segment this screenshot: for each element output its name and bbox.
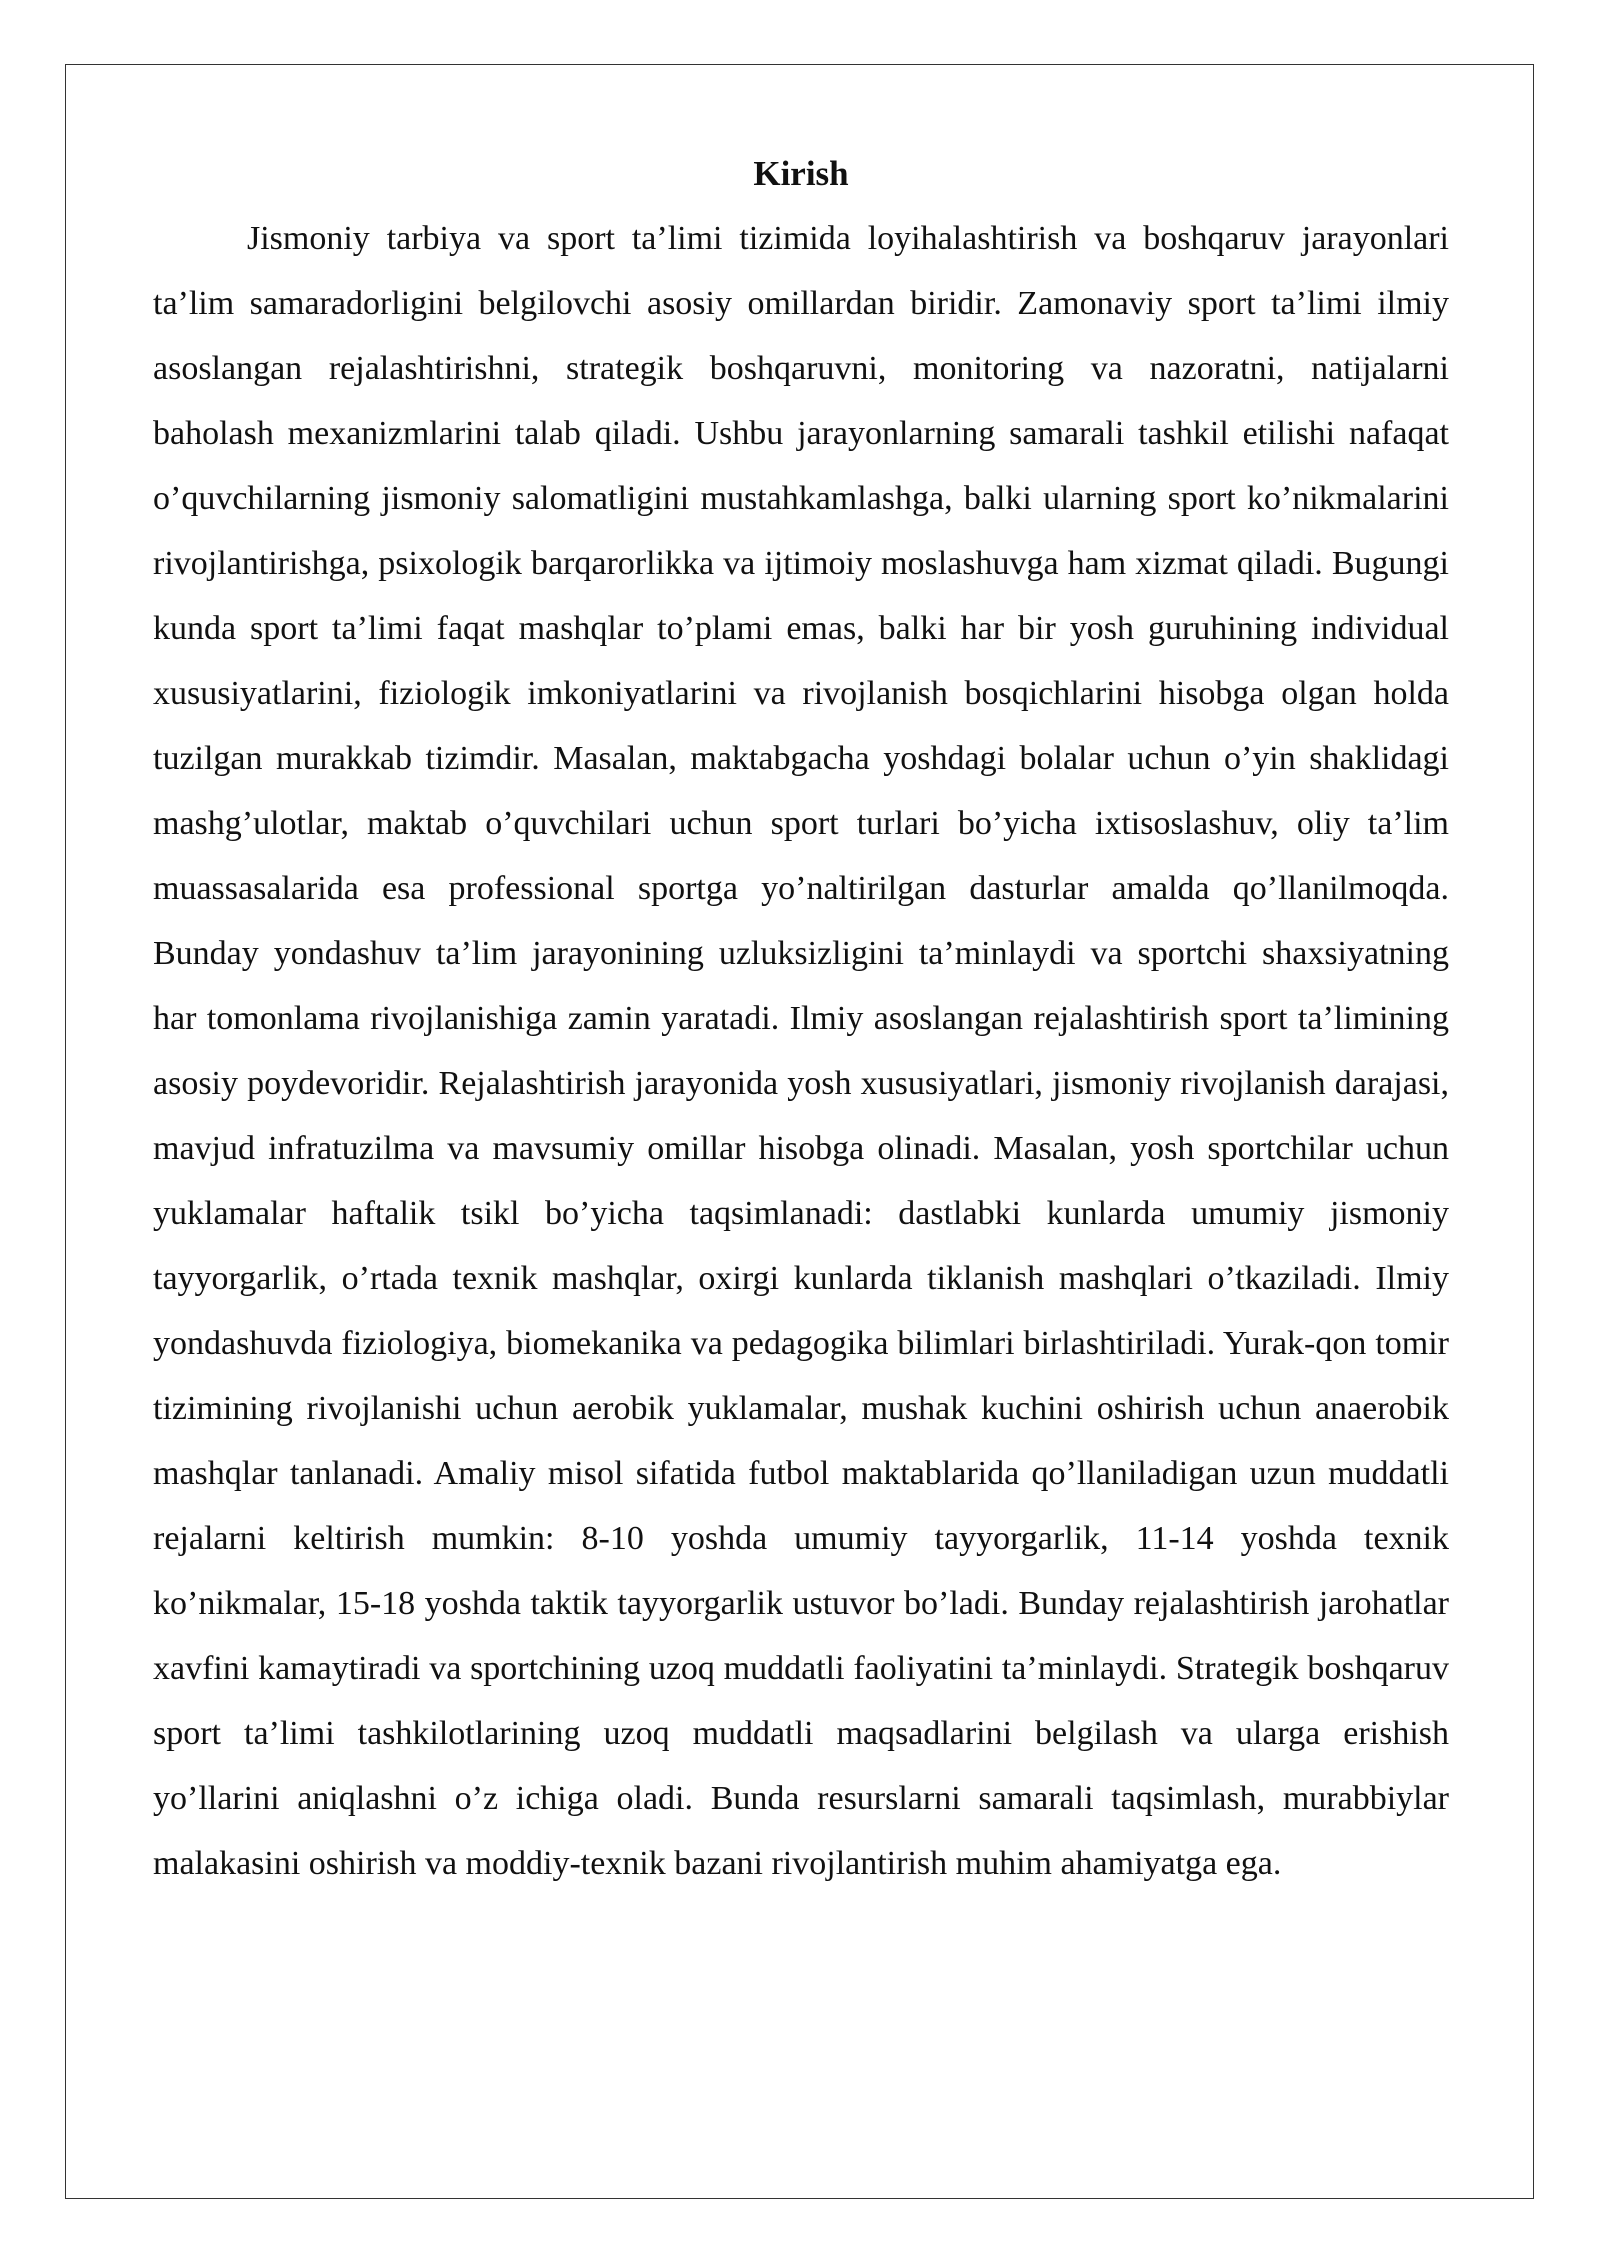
document-body: [153, 148, 1449, 1896]
body-paragraph: Jismoniy tarbiya va sport ta’limi tizimida loyihalashtirish va boshqaruv jarayonlari ta’lim samaradorligini belgilovchi asosiy omillardan biridir. Zamonaviy sport ta’limi ilmiy asoslangan rejalashtirishni, strategik boshqaruvni, monitoring va nazoratni, natijalarni baholash mexanizmlarini talab qiladi. Ushbu jarayonlarning samarali tashkil etilishi nafaqat o’quvchilarning jismoniy salomatligini mustahkamlashga, balki ularning sport ko’nikmalarini rivojlantirishga, psixologik barqarorlikka va ijtimoiy moslashuvga ham xizmat qiladi. Bugungi kunda sport ta’limi faqat mashqlar to’plami emas, balki har bir yosh guruhining individual xususiyatlarini, fiziologik imkoniyatlarini va rivojlanish bosqichlarini hisobga olgan holda tuzilgan murakkab tizimdir. Masalan, maktabgacha yoshdagi bolalar uchun o’yin shaklidagi mashg’ulotlar, maktab o’quvchilari uchun sport turlari bo’yicha ixtisoslashuv, oliy ta’lim muassasalarida esa professional sportga yo’naltirilgan dasturlar amalda qo’llanilmoqda. Bunday yondashuv ta’lim jarayonining uzluksizligini ta’minlaydi va sportchi shaxsiyatning har tomonlama rivojlanishiga zamin yaratadi. Ilmiy asoslangan rejalashtirish sport ta’limining asosiy poydevoridir. Rejalashtirish jarayonida yosh xususiyatlari, jismoniy rivojlanish darajasi, mavjud infratuzilma va mavsumiy omillar hisobga olinadi. Masalan, yosh sportchilar uchun yuklamalar haftalik tsikl bo’yicha taqsimlanadi: dastlabki kunlarda umumiy jismoniy tayyorgarlik, o’rtada texnik mashqlar, oxirgi kunlarda tiklanish mashqlari o’tkaziladi. Ilmiy yondashuvda fiziologiya, biomekanika va pedagogika bilimlari birlashtiriladi. Yurak-qon tomir tizimining rivojlanishi uchun aerobik yuklamalar, mushak kuchini oshirish uchun anaerobik mashqlar tanlanadi. Amaliy misol sifatida futbol maktablarida qo’llaniladigan uzun muddatli rejalarni keltirish mumkin: 8-10 yoshda umumiy tayyorgarlik, 11-14 yoshda texnik ko’nikmalar, 15-18 yoshda taktik tayyorgarlik ustuvor bo’ladi. Bunday rejalashtirish jarohatlar xavfini kamaytiradi va sportchining uzoq muddatli faoliyatini ta’minlaydi. Strategik boshqaruv sport ta’limi tashkilotlarining uzoq muddatli maqsadlarini belgilash va ularga erishish yo’llarini aniqlashni o’z ichiga oladi. Bunda resurslarni samarali taqsimlash, murabbiylar malakasini oshirish va moddiy-texnik bazani rivojlantirish muhim ahamiyatga ega.: [153, 220, 1449, 1882]
document-title: Kirish: [753, 154, 849, 193]
